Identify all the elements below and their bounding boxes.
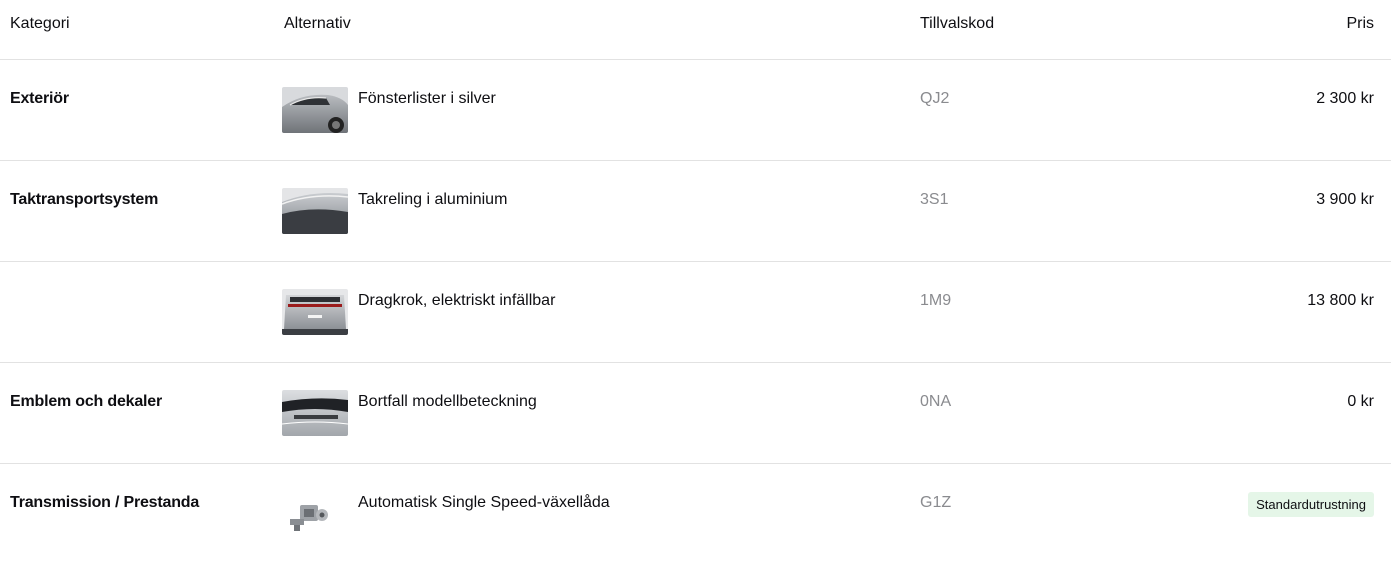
- row-price: 3 900 kr: [1316, 191, 1374, 208]
- row-category: Taktransportsystem: [10, 191, 159, 208]
- row-option: Bortfall modellbeteckning: [358, 393, 537, 410]
- row-price: 0 kr: [1347, 393, 1374, 410]
- row-option: Dragkrok, elektriskt infällbar: [358, 292, 556, 309]
- standard-equipment-badge: Standardutrustning: [1248, 492, 1374, 517]
- row-category: Transmission / Prestanda: [10, 494, 200, 511]
- gearbox-icon: [282, 491, 348, 537]
- table-row: [0, 363, 1391, 464]
- row-code: QJ2: [920, 90, 950, 107]
- table-row: [0, 60, 1391, 161]
- car-roof-rails-icon: [282, 188, 348, 234]
- row-code: G1Z: [920, 494, 952, 511]
- table-header: [0, 0, 1391, 60]
- car-rear-badge-icon: [282, 390, 348, 436]
- row-code: 1M9: [920, 292, 952, 309]
- header-option: Alternativ: [284, 15, 351, 32]
- header-category: Kategori: [10, 15, 70, 32]
- row-code: 0NA: [920, 393, 952, 410]
- row-price: 13 800 kr: [1307, 292, 1374, 309]
- table-row: [0, 262, 1391, 363]
- row-category: Exteriör: [10, 90, 69, 107]
- row-option: Fönsterlister i silver: [358, 90, 496, 107]
- table-row: [0, 464, 1391, 564]
- car-side-window-trim-icon: [282, 87, 348, 133]
- row-code: 3S1: [920, 191, 949, 208]
- row-price: 2 300 kr: [1316, 90, 1374, 107]
- car-rear-tow-hook-icon: [282, 289, 348, 335]
- header-code: Tillvalskod: [920, 15, 995, 32]
- header-price: Pris: [1346, 15, 1374, 32]
- row-category: Emblem och dekaler: [10, 393, 163, 410]
- row-option: Takreling i aluminium: [358, 191, 508, 208]
- table-row: [0, 161, 1391, 262]
- row-option: Automatisk Single Speed-växellåda: [358, 494, 610, 511]
